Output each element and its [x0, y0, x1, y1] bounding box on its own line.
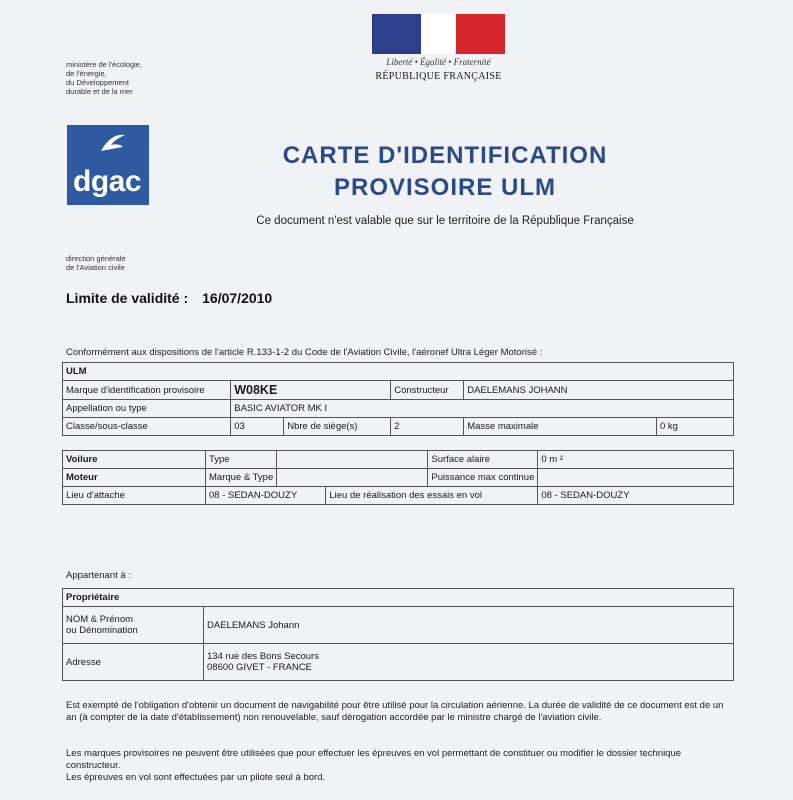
pilot-note: Les épreuves en vol sont effectuées par un pilote seul à bord. [66, 772, 326, 783]
sieges-value: 2 [391, 418, 464, 436]
ministry-label: ministère de l'écologie, de l'énergie, du Développement durable et de la mer [66, 60, 143, 96]
dgac-logo-text: dgac [73, 165, 142, 198]
document-title [150, 140, 740, 204]
ulm-table [62, 362, 734, 436]
validity-label: Limite de validité : [66, 290, 189, 306]
marianne-logo [372, 14, 505, 54]
appellation-label: Appellation ou type [63, 400, 231, 418]
ulm-heading: ULM [63, 363, 734, 381]
belongs-label: Appartenant à : [66, 570, 131, 581]
puissance-label: Puissance max continue [428, 469, 538, 487]
owner-address-label: Adresse [63, 644, 204, 681]
masse-value: 0 kg [657, 418, 734, 436]
conformity-text: Conformément aux dispositions de l'article R.133-1-2 du Code de l'Aviation Civile, l'aéronef Ultra Léger Motorisé : [66, 347, 543, 358]
moteur-heading: Moteur [63, 469, 206, 487]
sieges-label: Nbre de siège(s) [284, 418, 391, 436]
marque-type-label: Marque & Type [206, 469, 277, 487]
owner-address-line-1: 134 rue des Bons Secours [207, 651, 319, 662]
marks-note: Les marques provisoires ne peuvent être utilisées que pour effectuer les épreuves en vol permettant de constituer ou modifier le dossier technique constructeur. [66, 748, 682, 771]
voilure-table [62, 450, 734, 505]
constructeur-label: Constructeur [391, 381, 464, 400]
classe-label: Classe/sous-classe [63, 418, 231, 436]
owner-name-value: DAELEMANS Johann [204, 607, 734, 644]
title-line-1: CARTE D'IDENTIFICATION [282, 142, 608, 169]
surface-value: 0 m ² [538, 451, 734, 469]
marque-type-value [277, 469, 428, 487]
owner-address-value [204, 644, 734, 681]
direction-label: direction générale de l'Aviation civile [66, 254, 126, 272]
attache-value: 08 - SEDAN-DOUZY [206, 487, 326, 505]
attache-label: Lieu d'attache [63, 487, 206, 505]
masse-label: Masse maximale [464, 418, 657, 436]
title-line-2: PROVISOIRE ULM [333, 174, 557, 201]
owner-table [62, 588, 734, 681]
document-subtitle: Ce document n'est valable que sur le territoire de la République Française [256, 215, 634, 227]
voilure-heading: Voilure [63, 451, 206, 469]
dgac-logo [67, 125, 149, 205]
constructeur-value: DAELEMANS JOHANN [464, 381, 734, 400]
type-value [277, 451, 428, 469]
validity-date: 16/07/2010 [202, 290, 273, 306]
owner-name-label: NOM & Prénom ou Dénomination [63, 607, 204, 644]
puissance-value [538, 469, 734, 487]
marque-value: W08KE [231, 381, 391, 400]
republic-label: RÉPUBLIQUE FRANÇAISE [375, 71, 502, 82]
essais-label: Lieu de réalisation des essais en vol [326, 487, 538, 505]
marque-label: Marque d'identification provisoire [63, 381, 231, 400]
owner-heading: Propriétaire [63, 589, 734, 607]
validity-line [66, 290, 272, 306]
republic-motto: Liberté • Égalité • Fraternité [386, 57, 491, 67]
owner-address-line-2: 08600 GIVET - FRANCE [207, 662, 312, 673]
bird-icon [97, 131, 127, 159]
appellation-value: BASIC AVIATOR MK I [231, 400, 734, 418]
essais-value: 08 - SEDAN-DOUZY [538, 487, 734, 505]
classe-value: 03 [231, 418, 284, 436]
exemption-note: Est exempté de l'obligation d'obtenir un document de navigabilité pour être utilisé pour la circulation aérienne. La durée de validité de ce document est de un an (à compter de la date d'établissement) non renouvelable, sauf dérogation accordée par le ministre chargé de l'aviation civile. [66, 700, 724, 723]
type-label: Type [206, 451, 277, 469]
surface-label: Surface alaire [428, 451, 538, 469]
